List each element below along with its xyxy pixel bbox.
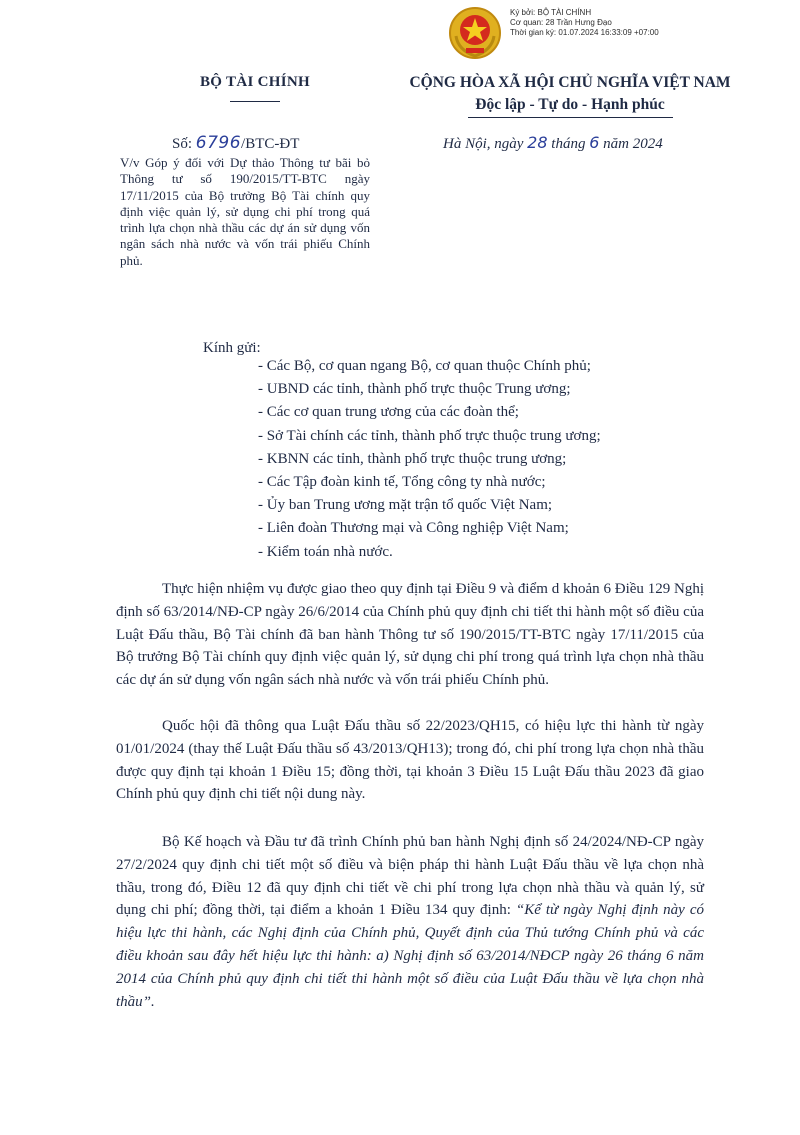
body-paragraph-3 [116,831,704,1013]
date-suffix: năm 2024 [599,136,663,152]
recipient-item: - Các cơ quan trung ương của các đoàn thể; [258,404,519,421]
number-prefix: Số: [172,136,196,152]
digital-signature-stamp [448,6,708,66]
national-emblem-icon [448,6,502,60]
handwritten-day: 28 [527,133,548,152]
date-prefix: Hà Nội, ngày [443,136,528,152]
place-and-date [443,133,663,153]
signature-signer: Ký bởi: BỘ TÀI CHÍNH [510,8,592,17]
motto-divider [468,117,673,118]
paragraph-3-quote: “Kể từ ngày Nghị định này có hiệu lực thi hành, các Nghị định của Chính phủ, Quyết định của Thủ tướng Chính phủ và các điều khoản sau đây hết hiệu lực thi hành: a) Nghị định số 63/2014/NĐCP ngày 26 tháng 6 năm 2014 của Chính phủ quy định chi tiết thi hành một số điều của Luật Đấu thầu về lựa chọn nhà thầu”. [116,902,704,1010]
body-paragraph-2: Quốc hội đã thông qua Luật Đấu thầu số 22/2023/QH15, có hiệu lực thi hành từ ngày 01/01/2024 (thay thế Luật Đấu thầu số 43/2013/QH13); trong đó, chi phí trong lựa chọn nhà thầu được quy định tại khoản 1 Điều 15; đồng thời, tại khoản 3 Điều 15 Luật Đấu thầu 2023 đã giao Chính phủ quy định chi tiết nội dung này. [116,718,704,803]
recipient-item: - UBND các tỉnh, thành phố trực thuộc Trung ương; [258,381,571,398]
recipients-label: Kính gửi: [203,340,261,356]
signature-agency: Cơ quan: 28 Trần Hưng Đạo [510,18,612,27]
recipients-list [258,355,601,564]
issuing-agency: BỘ TÀI CHÍNH [199,74,310,90]
body-paragraph-1: Thực hiện nhiệm vụ được giao theo quy định tại Điều 9 và điểm d khoản 6 Điều 129 Nghị định số 63/2014/NĐ-CP ngày 26/6/2014 của Chính phủ quy định chi tiết thi hành một số điều của Luật Đấu thầu, Bộ Tài chính đã ban hành Thông tư số 190/2015/TT-BTC ngày 17/11/2015 của Bộ trưởng Bộ Tài chính quy định việc quản lý, sử dụng chi phí trong quá trình lựa chọn nhà thầu các dự án sử dụng vốn ngân sách nhà nước và vốn trái phiếu Chính phủ. [116,581,704,689]
agency-divider [230,101,280,102]
handwritten-month: 6 [589,133,600,152]
national-motto: Độc lập - Tự do - Hạnh phúc [475,96,665,113]
recipient-item: - Kiểm toán nhà nước. [258,543,393,560]
recipient-item: - Các Tập đoàn kinh tế, Tổng công ty nhà nước; [258,474,546,491]
recipient-item: - Ủy ban Trung ương mặt trận tổ quốc Việt Nam; [258,497,553,514]
number-suffix: /BTC-ĐT [241,136,300,152]
recipient-item: - Sở Tài chính các tỉnh, thành phố trực thuộc trung ương; [258,427,601,444]
paragraph-3-lead: Bộ Kế hoạch và Đầu tư đã trình Chính phủ ban hành Nghị định số 24/2024/NĐ-CP ngày 27/2/2024 quy định chi tiết một số điều và biện pháp thi hành Luật Đấu thầu về lựa chọn nhà thầu, trong đó, Điều 12 đã quy định chi tiết về chi phí trong lựa chọn nhà thầu và quản lý, sử dụng chi phí; đồng thời, tại điểm a khoản 1 Điều 134 quy định: [116,834,704,919]
recipient-item: - Các Bộ, cơ quan ngang Bộ, cơ quan thuộc Chính phủ; [258,358,591,374]
date-mid: tháng [547,136,590,152]
document-subject: V/v Góp ý đối với Dự thảo Thông tư bãi bỏ Thông tư số 190/2015/TT-BTC ngày 17/11/2015 của Bộ trưởng Bộ Tài chính quy định việc quản lý, sử dụng chi phí trong quá trình lựa chọn nhà thầu các dự án sử dụng vốn ngân sách nhà nước và vốn trái phiếu Chính phủ. [120,155,370,268]
signature-time: Thời gian ký: 01.07.2024 16:33:09 +07:00 [510,28,659,37]
recipient-item: - KBNN các tỉnh, thành phố trực thuộc trung ương; [258,450,567,467]
document-number [172,133,299,153]
handwritten-number: 6796 [195,133,242,153]
recipient-item: - Liên đoàn Thương mại và Công nghiệp Việt Nam; [258,520,569,537]
country-title: CỘNG HÒA XÃ HỘI CHỦ NGHĨA VIỆT NAM [409,74,731,91]
